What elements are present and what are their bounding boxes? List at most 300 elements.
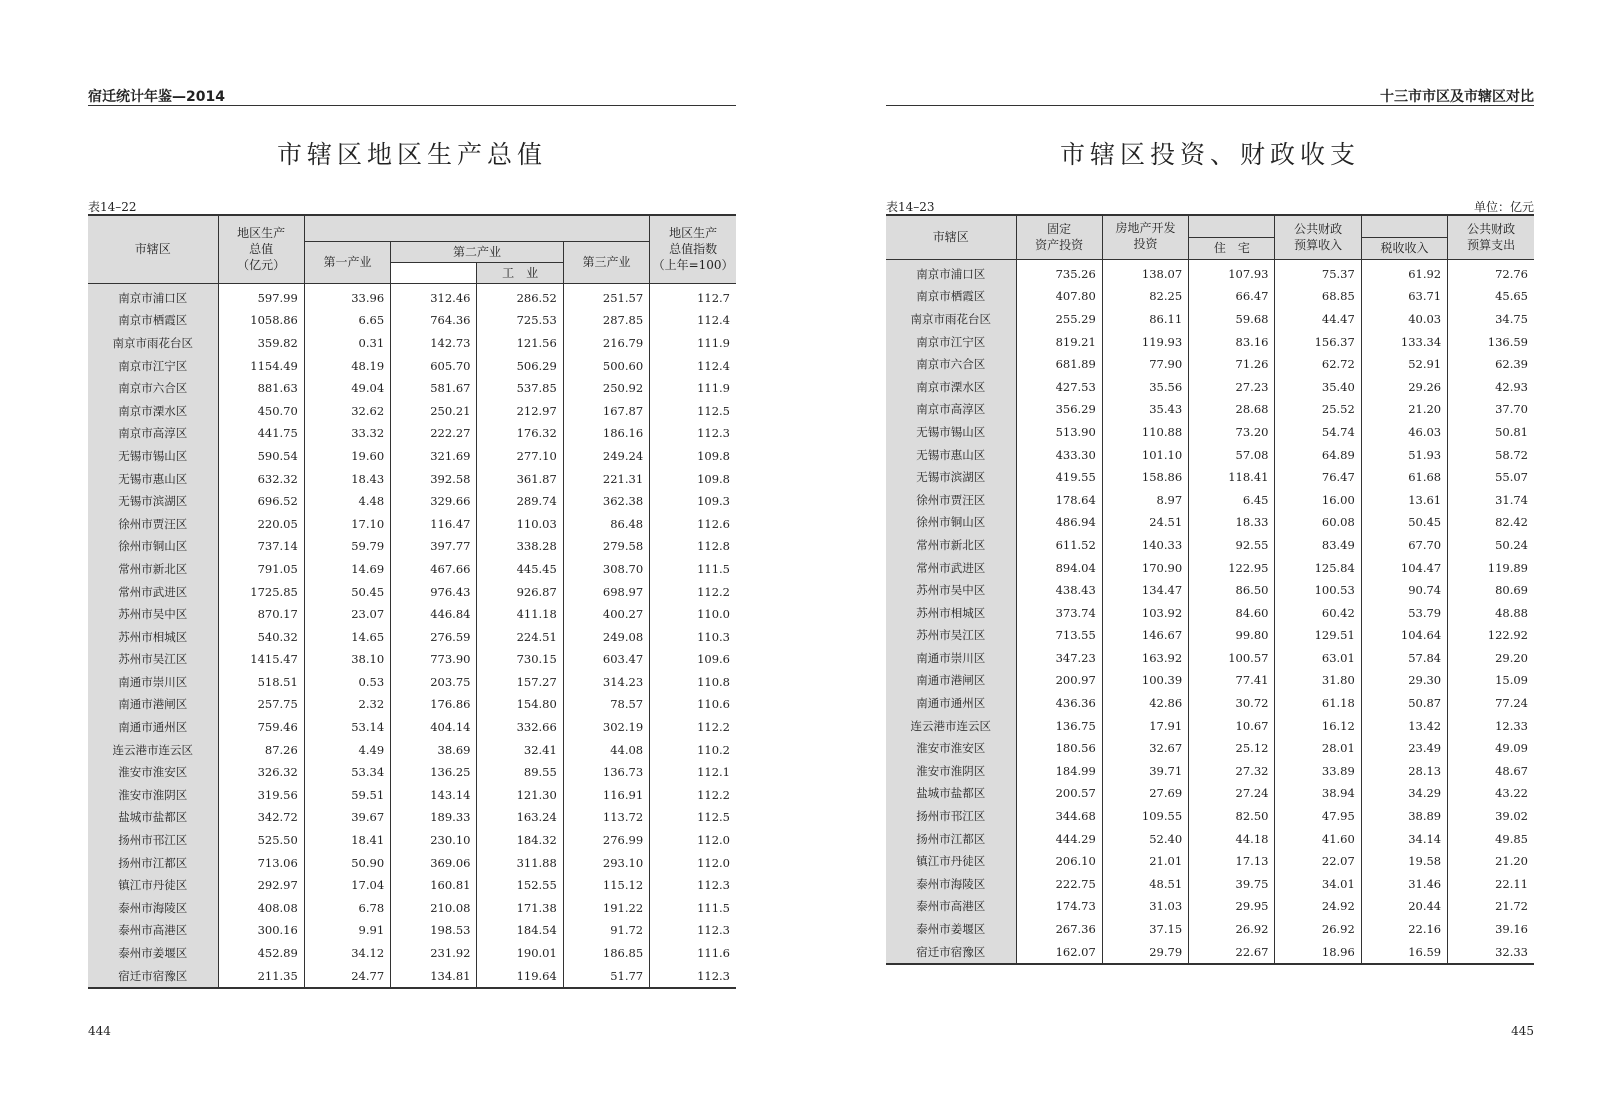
- table-cell: 110.03: [477, 512, 563, 535]
- table-cell: 24.77: [304, 964, 390, 988]
- table-cell: 17.10: [304, 512, 390, 535]
- table-cell: 72.76: [1448, 259, 1534, 285]
- table-cell: 109.3: [650, 490, 736, 513]
- table-cell: 162.07: [1016, 940, 1102, 964]
- table-cell: 82.50: [1189, 805, 1275, 828]
- table-cell: 40.03: [1361, 308, 1447, 331]
- table-cell: 100.57: [1189, 647, 1275, 670]
- district-name: 南京市雨花台区: [88, 332, 218, 355]
- table-row: [88, 467, 736, 490]
- table-cell: 115.12: [563, 874, 649, 897]
- table-cell: 61.18: [1275, 692, 1361, 715]
- running-head: 宿迁统计年鉴—2014: [88, 89, 225, 105]
- district-name: 泰州市海陵区: [886, 873, 1016, 896]
- district-name: 南通市港闸区: [886, 669, 1016, 692]
- table-cell: 6.65: [304, 309, 390, 332]
- table-cell: 112.3: [650, 919, 736, 942]
- table-cell: 113.72: [563, 806, 649, 829]
- table-cell: 249.08: [563, 625, 649, 648]
- table-cell: 190.01: [477, 942, 563, 965]
- table-cell: 154.80: [477, 693, 563, 716]
- table-cell: 38.10: [304, 648, 390, 671]
- table-cell: 267.36: [1016, 918, 1102, 941]
- table-cell: 39.67: [304, 806, 390, 829]
- table-cell: 134.81: [391, 964, 477, 988]
- table-cell: 251.57: [563, 283, 649, 309]
- table-cell: 39.71: [1102, 760, 1188, 783]
- district-name: 淮安市淮阴区: [88, 784, 218, 807]
- table-cell: 4.49: [304, 738, 390, 761]
- table-cell: 18.43: [304, 467, 390, 490]
- table-cell: 110.3: [650, 625, 736, 648]
- table-cell: 51.77: [563, 964, 649, 988]
- table-row: [886, 308, 1534, 331]
- district-name: 无锡市惠山区: [886, 443, 1016, 466]
- table-cell: 407.80: [1016, 285, 1102, 308]
- table-row: [886, 556, 1534, 579]
- table-cell: 90.74: [1361, 579, 1447, 602]
- table-cell: 698.97: [563, 580, 649, 603]
- table-cell: 156.37: [1275, 330, 1361, 353]
- table-cell: 112.2: [650, 716, 736, 739]
- table-cell: 112.3: [650, 964, 736, 988]
- table-cell: 34.75: [1448, 308, 1534, 331]
- table-cell: 21.20: [1448, 850, 1534, 873]
- table-cell: 146.67: [1102, 624, 1188, 647]
- table-cell: 152.55: [477, 874, 563, 897]
- table-cell: 112.7: [650, 283, 736, 309]
- table-cell: 29.79: [1102, 940, 1188, 964]
- table-row: [886, 714, 1534, 737]
- table-cell: 71.26: [1189, 353, 1275, 376]
- table-cell: 32.62: [304, 399, 390, 422]
- table-cell: 86.48: [563, 512, 649, 535]
- table-cell: 112.5: [650, 399, 736, 422]
- table-cell: 14.65: [304, 625, 390, 648]
- table-row: [88, 738, 736, 761]
- table-cell: 603.47: [563, 648, 649, 671]
- table-cell: 118.41: [1189, 466, 1275, 489]
- district-name: 南京市高淳区: [886, 398, 1016, 421]
- table-cell: 163.24: [477, 806, 563, 829]
- table-cell: 125.84: [1275, 556, 1361, 579]
- table-cell: 116.47: [391, 512, 477, 535]
- table-cell: 1415.47: [218, 648, 304, 671]
- table-cell: 27.32: [1189, 760, 1275, 783]
- table-cell: 61.68: [1361, 466, 1447, 489]
- table-cell: 293.10: [563, 851, 649, 874]
- table-cell: 112.3: [650, 874, 736, 897]
- table-cell: 362.38: [563, 490, 649, 513]
- table-cell: 29.95: [1189, 895, 1275, 918]
- table-cell: 112.4: [650, 354, 736, 377]
- table-cell: 4.48: [304, 490, 390, 513]
- district-name: 常州市新北区: [886, 534, 1016, 557]
- table-cell: 39.02: [1448, 805, 1534, 828]
- table-cell: 30.72: [1189, 692, 1275, 715]
- header-industry: 工 业: [477, 262, 563, 283]
- table-cell: 976.43: [391, 580, 477, 603]
- district-name: 镇江市丹徒区: [886, 850, 1016, 873]
- table-cell: 211.35: [218, 964, 304, 988]
- table-cell: 31.46: [1361, 873, 1447, 896]
- table-cell: 44.08: [563, 738, 649, 761]
- table-cell: 408.08: [218, 897, 304, 920]
- table-cell: 51.93: [1361, 443, 1447, 466]
- table-cell: 17.04: [304, 874, 390, 897]
- table-cell: 112.1: [650, 761, 736, 784]
- table-cell: 50.45: [1361, 511, 1447, 534]
- table-cell: 109.55: [1102, 805, 1188, 828]
- table-cell: 75.37: [1275, 259, 1361, 285]
- table-cell: 57.84: [1361, 647, 1447, 670]
- table-cell: 23.49: [1361, 737, 1447, 760]
- table-cell: 289.74: [477, 490, 563, 513]
- table-row: [88, 490, 736, 513]
- page-number: 445: [1511, 1024, 1534, 1038]
- table-row: [88, 283, 736, 309]
- table-cell: 32.67: [1102, 737, 1188, 760]
- table-row: [88, 964, 736, 988]
- table-row: [88, 874, 736, 897]
- table-cell: 21.20: [1361, 398, 1447, 421]
- table-cell: 713.06: [218, 851, 304, 874]
- table-cell: 50.90: [304, 851, 390, 874]
- table-cell: 255.29: [1016, 308, 1102, 331]
- district-name: 南京市溧水区: [886, 375, 1016, 398]
- table-cell: 77.41: [1189, 669, 1275, 692]
- table-cell: 170.90: [1102, 556, 1188, 579]
- table-cell: 104.64: [1361, 624, 1447, 647]
- table-cell: 25.52: [1275, 398, 1361, 421]
- district-name: 南通市通州区: [88, 716, 218, 739]
- table-cell: 8.97: [1102, 488, 1188, 511]
- table-cell: 0.53: [304, 671, 390, 694]
- table-cell: 111.5: [650, 558, 736, 581]
- table-cell: 80.69: [1448, 579, 1534, 602]
- table-cell: 83.49: [1275, 534, 1361, 557]
- table-cell: 230.10: [391, 829, 477, 852]
- table-cell: 50.87: [1361, 692, 1447, 715]
- table-cell: 486.94: [1016, 511, 1102, 534]
- district-name: 常州市武进区: [88, 580, 218, 603]
- table-cell: 506.29: [477, 354, 563, 377]
- table-row: [886, 827, 1534, 850]
- table-cell: 61.92: [1361, 259, 1447, 285]
- district-name: 南通市港闸区: [88, 693, 218, 716]
- table-cell: 34.29: [1361, 782, 1447, 805]
- table-cell: 119.93: [1102, 330, 1188, 353]
- table-cell: 52.40: [1102, 827, 1188, 850]
- table-cell: 157.27: [477, 671, 563, 694]
- table-row: [886, 692, 1534, 715]
- table-row: [88, 806, 736, 829]
- table-cell: 19.58: [1361, 850, 1447, 873]
- table-cell: 342.72: [218, 806, 304, 829]
- table-cell: 15.09: [1448, 669, 1534, 692]
- table-row: [88, 603, 736, 626]
- table-cell: 37.15: [1102, 918, 1188, 941]
- left-page: [88, 0, 736, 1099]
- table-cell: 28.01: [1275, 737, 1361, 760]
- table-row: [886, 511, 1534, 534]
- table-cell: 41.60: [1275, 827, 1361, 850]
- table-row: [886, 782, 1534, 805]
- table-row: [88, 309, 736, 332]
- table-row: [88, 558, 736, 581]
- table-cell: 17.91: [1102, 714, 1188, 737]
- table-cell: 116.91: [563, 784, 649, 807]
- finance-table-body: [886, 259, 1534, 964]
- table-cell: 67.70: [1361, 534, 1447, 557]
- table-cell: 111.9: [650, 332, 736, 355]
- district-name: 南通市崇川区: [886, 647, 1016, 670]
- table-cell: 302.19: [563, 716, 649, 739]
- table-cell: 518.51: [218, 671, 304, 694]
- running-head: 十三市市区及市辖区对比: [1380, 89, 1534, 105]
- table-cell: 540.32: [218, 625, 304, 648]
- table-cell: 112.0: [650, 829, 736, 852]
- district-name: 徐州市贾汪区: [88, 512, 218, 535]
- district-name: 宿迁市宿豫区: [88, 964, 218, 988]
- table-cell: 28.68: [1189, 398, 1275, 421]
- table-cell: 9.91: [304, 919, 390, 942]
- table-row: [88, 897, 736, 920]
- finance-table: [886, 214, 1534, 965]
- table-cell: 926.87: [477, 580, 563, 603]
- table-cell: 737.14: [218, 535, 304, 558]
- gdp-table: [88, 214, 736, 989]
- table-cell: 167.87: [563, 399, 649, 422]
- table-cell: 632.32: [218, 467, 304, 490]
- table-cell: 112.5: [650, 806, 736, 829]
- table-cell: 34.12: [304, 942, 390, 965]
- table-cell: 713.55: [1016, 624, 1102, 647]
- table-cell: 18.96: [1275, 940, 1361, 964]
- table-row: [88, 399, 736, 422]
- table-cell: 581.67: [391, 377, 477, 400]
- district-name: 无锡市锡山区: [886, 421, 1016, 444]
- table-cell: 1725.85: [218, 580, 304, 603]
- table-row: [886, 805, 1534, 828]
- header-housing-spacer: [1189, 215, 1275, 237]
- district-name: 无锡市惠山区: [88, 467, 218, 490]
- table-cell: 224.51: [477, 625, 563, 648]
- table-cell: 819.21: [1016, 330, 1102, 353]
- table-cell: 16.00: [1275, 488, 1361, 511]
- table-cell: 21.01: [1102, 850, 1188, 873]
- district-name: 南京市六合区: [88, 377, 218, 400]
- table-row: [88, 422, 736, 445]
- table-cell: 53.34: [304, 761, 390, 784]
- table-cell: 14.69: [304, 558, 390, 581]
- table-cell: 46.03: [1361, 421, 1447, 444]
- table-cell: 220.05: [218, 512, 304, 535]
- table-cell: 445.45: [477, 558, 563, 581]
- table-cell: 59.79: [304, 535, 390, 558]
- table-cell: 611.52: [1016, 534, 1102, 557]
- table-row: [886, 918, 1534, 941]
- table-cell: 31.74: [1448, 488, 1534, 511]
- table-cell: 180.56: [1016, 737, 1102, 760]
- table-cell: 13.42: [1361, 714, 1447, 737]
- table-cell: 107.93: [1189, 259, 1275, 285]
- table-cell: 249.24: [563, 445, 649, 468]
- table-row: [886, 850, 1534, 873]
- table-cell: 314.23: [563, 671, 649, 694]
- table-cell: 73.20: [1189, 421, 1275, 444]
- district-name: 苏州市相城区: [886, 601, 1016, 624]
- table-cell: 27.24: [1189, 782, 1275, 805]
- table-cell: 50.24: [1448, 534, 1534, 557]
- table-cell: 681.89: [1016, 353, 1102, 376]
- table-row: [88, 377, 736, 400]
- table-cell: 32.33: [1448, 940, 1534, 964]
- header-tax: 税收收入: [1361, 237, 1447, 259]
- district-name: 连云港市连云区: [886, 714, 1016, 737]
- district-name: 淮安市淮安区: [88, 761, 218, 784]
- table-cell: 122.95: [1189, 556, 1275, 579]
- header-tertiary: 第三产业: [563, 241, 649, 283]
- table-cell: 433.30: [1016, 443, 1102, 466]
- table-cell: 43.22: [1448, 782, 1534, 805]
- table-cell: 49.09: [1448, 737, 1534, 760]
- table-cell: 77.90: [1102, 353, 1188, 376]
- table-cell: 18.33: [1189, 511, 1275, 534]
- table-row: [886, 647, 1534, 670]
- table-cell: 22.16: [1361, 918, 1447, 941]
- table-cell: 60.08: [1275, 511, 1361, 534]
- table-cell: 86.11: [1102, 308, 1188, 331]
- table-cell: 83.16: [1189, 330, 1275, 353]
- unit-label: 单位：亿元: [1473, 200, 1534, 214]
- table-cell: 133.34: [1361, 330, 1447, 353]
- table-cell: 222.75: [1016, 873, 1102, 896]
- table-cell: 178.64: [1016, 488, 1102, 511]
- table-row: [88, 625, 736, 648]
- district-name: 无锡市锡山区: [88, 445, 218, 468]
- district-name: 南京市浦口区: [88, 283, 218, 309]
- table-cell: 250.92: [563, 377, 649, 400]
- district-name: 苏州市吴中区: [88, 603, 218, 626]
- table-cell: 158.86: [1102, 466, 1188, 489]
- table-cell: 44.47: [1275, 308, 1361, 331]
- table-cell: 212.97: [477, 399, 563, 422]
- table-cell: 134.47: [1102, 579, 1188, 602]
- table-row: [88, 332, 736, 355]
- table-cell: 16.12: [1275, 714, 1361, 737]
- table-cell: 25.12: [1189, 737, 1275, 760]
- district-name: 南京市雨花台区: [886, 308, 1016, 331]
- table-row: [886, 488, 1534, 511]
- table-cell: 356.29: [1016, 398, 1102, 421]
- district-name: 常州市武进区: [886, 556, 1016, 579]
- table-cell: 725.53: [477, 309, 563, 332]
- table-row: [88, 829, 736, 852]
- table-cell: 446.84: [391, 603, 477, 626]
- page-title: 市辖区投资、财政收支: [1059, 140, 1360, 169]
- table-row: [88, 693, 736, 716]
- table-cell: 26.92: [1275, 918, 1361, 941]
- table-cell: 31.03: [1102, 895, 1188, 918]
- district-name: 镇江市丹徒区: [88, 874, 218, 897]
- table-cell: 21.72: [1448, 895, 1534, 918]
- district-name: 徐州市铜山区: [88, 535, 218, 558]
- table-row: [88, 919, 736, 942]
- table-row: [88, 761, 736, 784]
- table-cell: 86.50: [1189, 579, 1275, 602]
- table-cell: 29.30: [1361, 669, 1447, 692]
- table-cell: 54.74: [1275, 421, 1361, 444]
- header-primary: 第一产业: [304, 241, 390, 283]
- table-row: [886, 534, 1534, 557]
- table-cell: 287.85: [563, 309, 649, 332]
- table-cell: 404.14: [391, 716, 477, 739]
- table-cell: 63.71: [1361, 285, 1447, 308]
- table-cell: 38.94: [1275, 782, 1361, 805]
- district-name: 泰州市海陵区: [88, 897, 218, 920]
- table-cell: 89.55: [477, 761, 563, 784]
- table-row: [88, 580, 736, 603]
- table-cell: 174.73: [1016, 895, 1102, 918]
- header-district: 市辖区: [886, 215, 1016, 259]
- header-rule: [886, 105, 1534, 106]
- district-name: 南京市六合区: [886, 353, 1016, 376]
- table-cell: 22.67: [1189, 940, 1275, 964]
- table-number: 表14–22: [88, 200, 137, 214]
- table-cell: 64.89: [1275, 443, 1361, 466]
- table-cell: 436.36: [1016, 692, 1102, 715]
- table-cell: 112.0: [650, 851, 736, 874]
- table-cell: 1154.49: [218, 354, 304, 377]
- district-name: 南京市栖霞区: [886, 285, 1016, 308]
- table-cell: 452.89: [218, 942, 304, 965]
- table-cell: 23.07: [304, 603, 390, 626]
- table-row: [886, 601, 1534, 624]
- table-cell: 450.70: [218, 399, 304, 422]
- table-cell: 111.5: [650, 897, 736, 920]
- table-cell: 112.4: [650, 309, 736, 332]
- table-cell: 35.56: [1102, 375, 1188, 398]
- header-public-expenditure: 公共财政 预算支出: [1448, 215, 1534, 259]
- district-name: 徐州市铜山区: [886, 511, 1016, 534]
- table-cell: 347.23: [1016, 647, 1102, 670]
- table-cell: 100.53: [1275, 579, 1361, 602]
- table-cell: 791.05: [218, 558, 304, 581]
- table-cell: 13.61: [1361, 488, 1447, 511]
- table-cell: 326.32: [218, 761, 304, 784]
- table-cell: 24.51: [1102, 511, 1188, 534]
- table-cell: 467.66: [391, 558, 477, 581]
- table-cell: 894.04: [1016, 556, 1102, 579]
- table-cell: 92.55: [1189, 534, 1275, 557]
- table-cell: 84.60: [1189, 601, 1275, 624]
- table-cell: 34.14: [1361, 827, 1447, 850]
- table-number: 表14–23: [886, 200, 935, 214]
- table-cell: 277.10: [477, 445, 563, 468]
- header-group-spacer: [304, 215, 649, 241]
- table-cell: 63.01: [1275, 647, 1361, 670]
- table-cell: 112.3: [650, 422, 736, 445]
- table-cell: 870.17: [218, 603, 304, 626]
- table-cell: 136.59: [1448, 330, 1534, 353]
- table-cell: 24.92: [1275, 895, 1361, 918]
- table-cell: 427.53: [1016, 375, 1102, 398]
- table-cell: 109.8: [650, 467, 736, 490]
- table-cell: 122.92: [1448, 624, 1534, 647]
- table-cell: 184.32: [477, 829, 563, 852]
- table-cell: 17.13: [1189, 850, 1275, 873]
